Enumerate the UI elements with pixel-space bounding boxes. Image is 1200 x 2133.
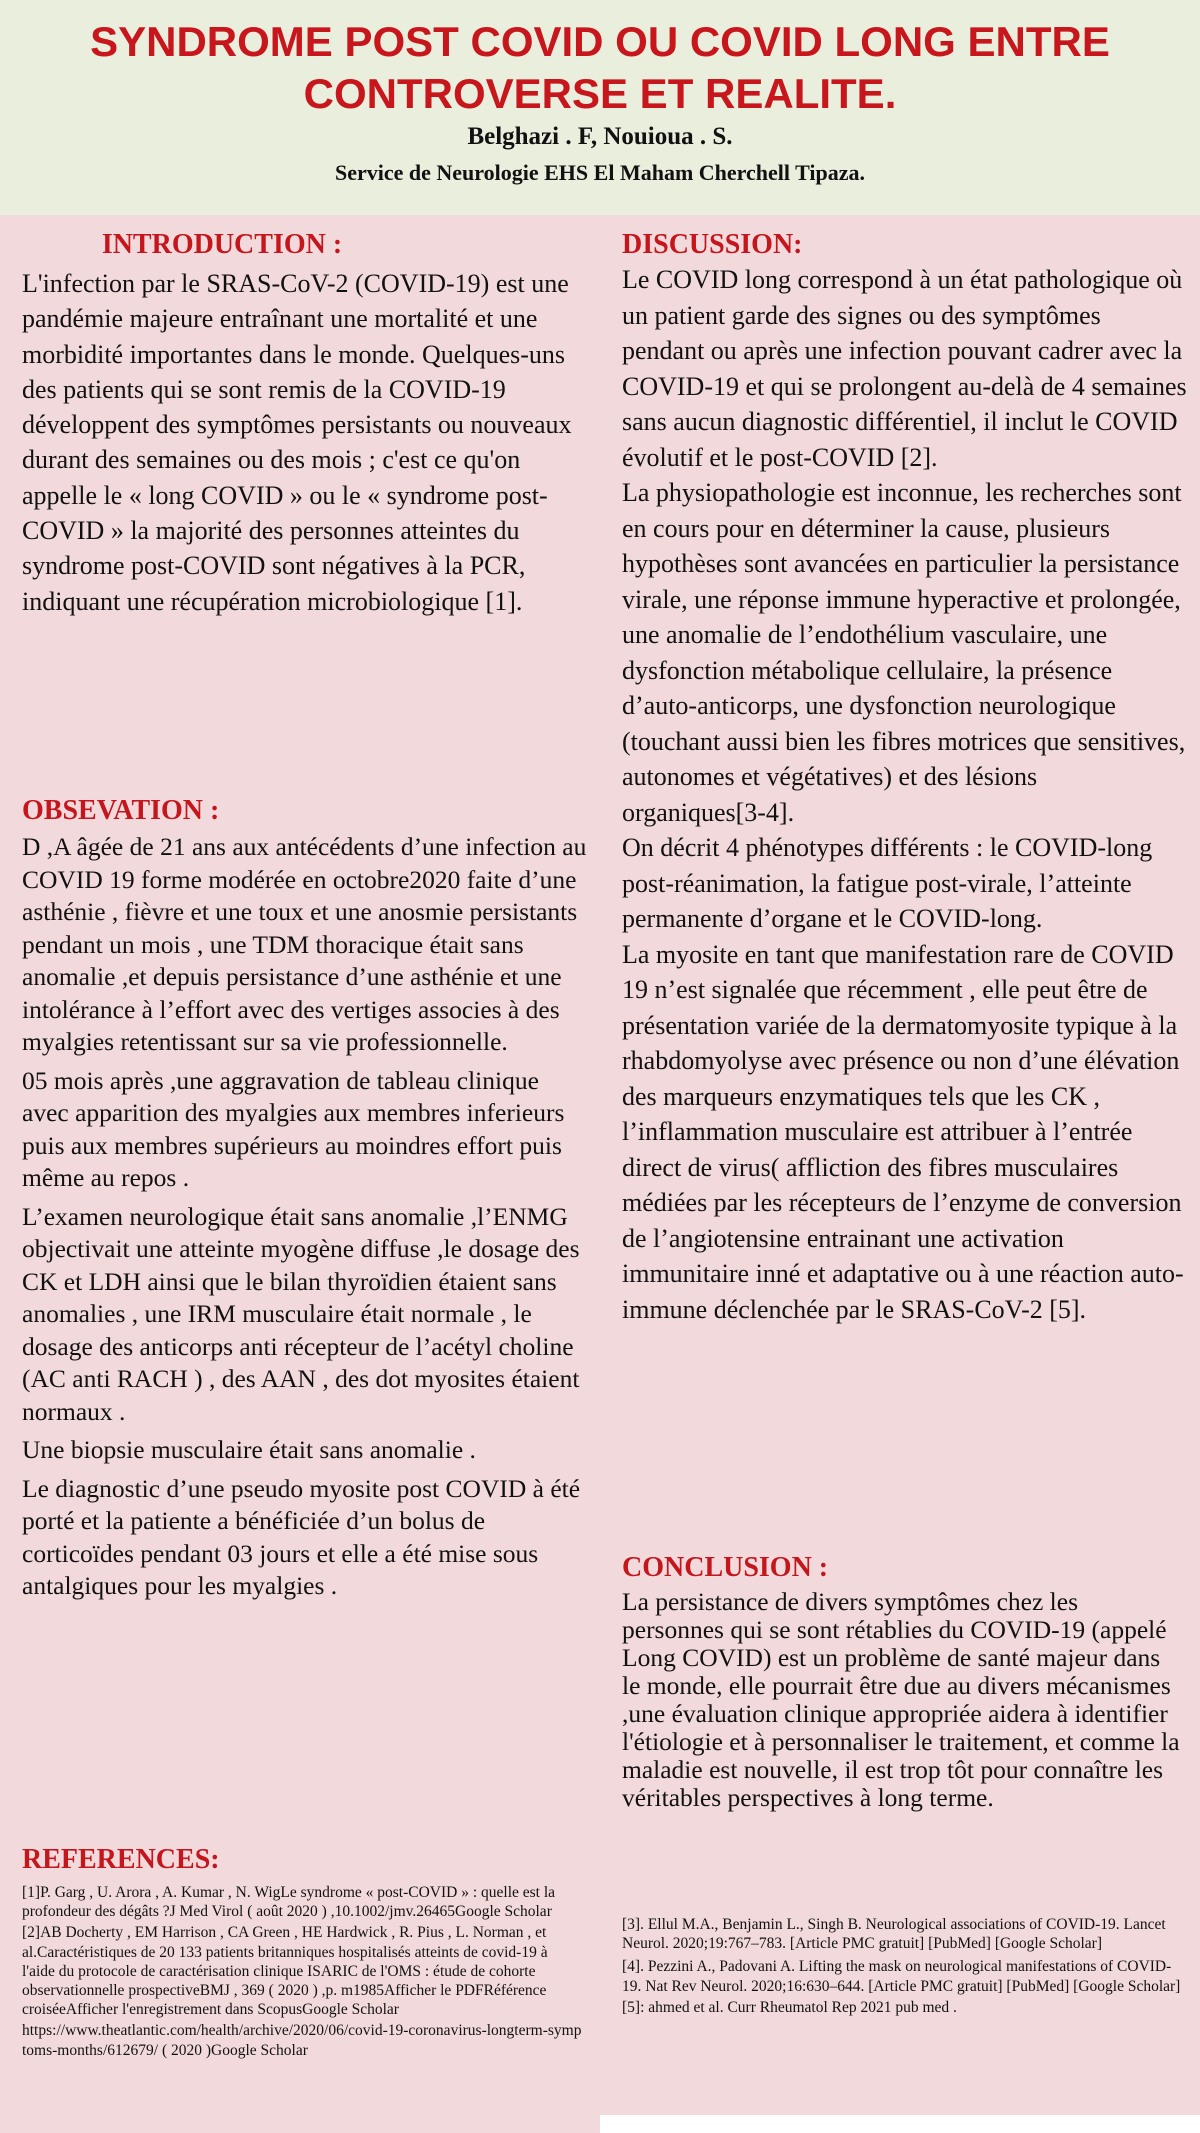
discussion-section xyxy=(622,228,1187,1327)
reference-item: [1]P. Garg , U. Arora , A. Kumar , N. WigLe syndrome « post-COVID » : quelle est la profondeur des dégâts ?J Med Virol ( août 2020 ) ,10.1002/jmv.26465Google Scholar xyxy=(22,1884,556,1921)
discussion-paragraph: Le COVID long correspond à un état pathologique où un patient garde des signes ou des symptômes pendant ou après une infection pouvant cadrer avec la COVID-19 et qui se prolongent au-delà de 4 semaines sans aucun diagnostic différentiel, il inclut le COVID évolutif et le post-COVID [2]. xyxy=(622,265,1187,472)
references-heading: REFERENCES: xyxy=(22,1844,220,1875)
observation-paragraph: Le diagnostic d’une pseudo myosite post COVID à été porté et la patiente a bénéficiée d’un bolus de corticoïdes pendant 03 jours et elle a été mise sous antalgiques pour les myalgies . xyxy=(22,1473,581,1600)
conclusion-heading: CONCLUSION : xyxy=(622,1552,829,1583)
discussion-paragraph: On décrit 4 phénotypes différents : le COVID-long post-réanimation, la fatigue post-virale, l’atteinte permanente d’organe et le COVID-long. xyxy=(622,833,1153,933)
references-left-section xyxy=(22,1843,582,2060)
conclusion-section xyxy=(622,1551,1184,1812)
observation-paragraph: D ,A âgée de 21 ans aux antécédents d’une infection au COVID 19 forme modérée en octobre2020 faite d’une asthénie , fièvre et une toux et une anosmie persistants pendant un mois , une TDM thoracique était sans anomalie ,et depuis persistance d’une asthénie et une intolérance à l’effort avec des vertiges associes à des myalgies retentissant sur sa vie professionnelle. xyxy=(22,832,587,1056)
introduction-heading: INTRODUCTION : xyxy=(101,229,343,260)
poster-title xyxy=(0,0,1200,120)
references-right-list xyxy=(622,1915,1184,2017)
title-line-1: SYNDROME POST COVID OU COVID LONG ENTRE xyxy=(90,18,1110,65)
discussion-text xyxy=(622,262,1187,1327)
reference-item: [3]. Ellul M.A., Benjamin L., Singh B. Neurological associations of COVID-19. Lancet Neurol. 2020;19:767–783. [Article PMC gratuit] [PubMed] [Google Scholar] xyxy=(622,1916,1166,1953)
references-left-list xyxy=(22,1883,582,2060)
introduction-text: L'infection par le SRAS-CoV-2 (COVID-19) est une pandémie majeure entraînant une mortalité et une morbidité importantes dans le monde. Quelques-uns des patients qui se sont remis de la COVID-19 développent des symptômes persistants ou nouveaux durant des semaines ou des mois ; c'est ce qu'on appelle le « long COVID » ou le « syndrome post-COVID » la majorité des personnes atteintes du syndrome post-COVID sont négatives à la PCR, indiquant une récupération microbiologique [1]. xyxy=(22,269,572,616)
poster-header xyxy=(0,0,1200,215)
service-affiliation: Service de Neurologie EHS El Maham Cherchell Tipaza. xyxy=(334,160,866,185)
authors: Belghazi . F, Nouioua . S. xyxy=(467,123,733,150)
observation-paragraph: L’examen neurologique était sans anomalie ,l’ENMG objectivait une atteinte myogène diffuse ,le dosage des CK et LDH ainsi que le bilan thyroïdien étaient sans anomalies , une IRM musculaire était normale , le dosage des anticorps anti récepteur de l’acétyl choline (AC anti RACH ) , des AAN , des dot myosites étaient normaux . xyxy=(22,1201,580,1426)
title-line-2: CONTROVERSE ET REALITE. xyxy=(303,70,897,117)
introduction-section xyxy=(22,228,582,619)
reference-item: [2]AB Docherty , EM Harrison , CA Green , HE Hardwick , R. Pius , L. Norman , et al.Caractéristiques de 20 133 patients britanniques hospitalisés atteints de covid-19 à l'aide du protocole de caractérisation clinique ISARIC de l'OMS : étude de cohorte observationnelle prospectiveBMJ , 369 ( 2020 ) ,p. m1985Afficher le PDFRéférence croiséeAfficher l'enregistrement dans ScopusGoogle Scholar xyxy=(22,1924,548,2019)
observation-paragraph: Une biopsie musculaire était sans anomalie . xyxy=(22,1435,476,1464)
reference-item: [5]: ahmed et al. Curr Rheumatol Rep 2021 pub med . xyxy=(622,1998,957,2016)
discussion-paragraph: La myosite en tant que manifestation rare de COVID 19 n’est signalée que récemment , elle peut être de présentation variée de la dermatomyosite typique à la rhabdomyolyse avec présence ou non d’une élévation des marqueurs enzymatiques tels que les CK , l’inflammation musculaire est attribuer à l’entrée direct de virus( affliction des fibres musculaires médiées par les récepteurs de l’enzyme de conversion de l’angiotensine entrainant une activation immunitaire inné et adaptative ou à une réaction auto-immune déclenchée par le SRAS-CoV-2 [5]. xyxy=(622,939,1184,1324)
observation-text xyxy=(22,831,588,1603)
page-corner-blank xyxy=(600,2115,1200,2133)
observation-heading: OBSEVATION : xyxy=(22,795,220,826)
conclusion-text: La persistance de divers symptômes chez les personnes qui se sont rétablies du COVID-19 (appelé Long COVID) est un problème de santé majeur dans le monde, elle pourrait être due au divers mécanismes ,une évaluation clinique appropriée aidera à identifier l'étiologie et à personnaliser le traitement, et comme la maladie est nouvelle, il est trop tôt pour connaître les véritables perspectives à long terme. xyxy=(622,1587,1180,1812)
discussion-paragraph: La physiopathologie est inconnue, les recherches sont en cours pour en déterminer la cause, plusieurs hypothèses sont avancées en particulier la persistance virale, une réponse immune hyperactive et prolongée, une anomalie de l’endothélium vasculaire, une dysfonction métabolique cellulaire, la présence d’auto-anticorps, une dysfonction neurologique (touchant aussi bien les fibres motrices que sensitives, autonomes et végétatives) et des lésions organiques[3-4]. xyxy=(622,478,1186,827)
reference-item: [4]. Pezzini A., Padovani A. Lifting the mask on neurological manifestations of COVID-19. Nat Rev Neurol. 2020;16:630–644. [Article PMC gratuit] [PubMed] [Google Scholar] xyxy=(622,1958,1181,1995)
observation-paragraph: 05 mois après ,une aggravation de tableau clinique avec apparition des myalgies aux membres inferieurs puis aux membres supérieurs au moindres effort puis même au repos . xyxy=(22,1065,565,1192)
observation-section xyxy=(22,794,588,1603)
discussion-heading: DISCUSSION: xyxy=(622,229,803,260)
references-right-section xyxy=(622,1915,1184,2017)
reference-item: https://www.theatlantic.com/health/archive/2020/06/covid-19-coronavirus-longterm-symptoms-months/612679/ ( 2020 )Google Scholar xyxy=(22,2022,582,2059)
